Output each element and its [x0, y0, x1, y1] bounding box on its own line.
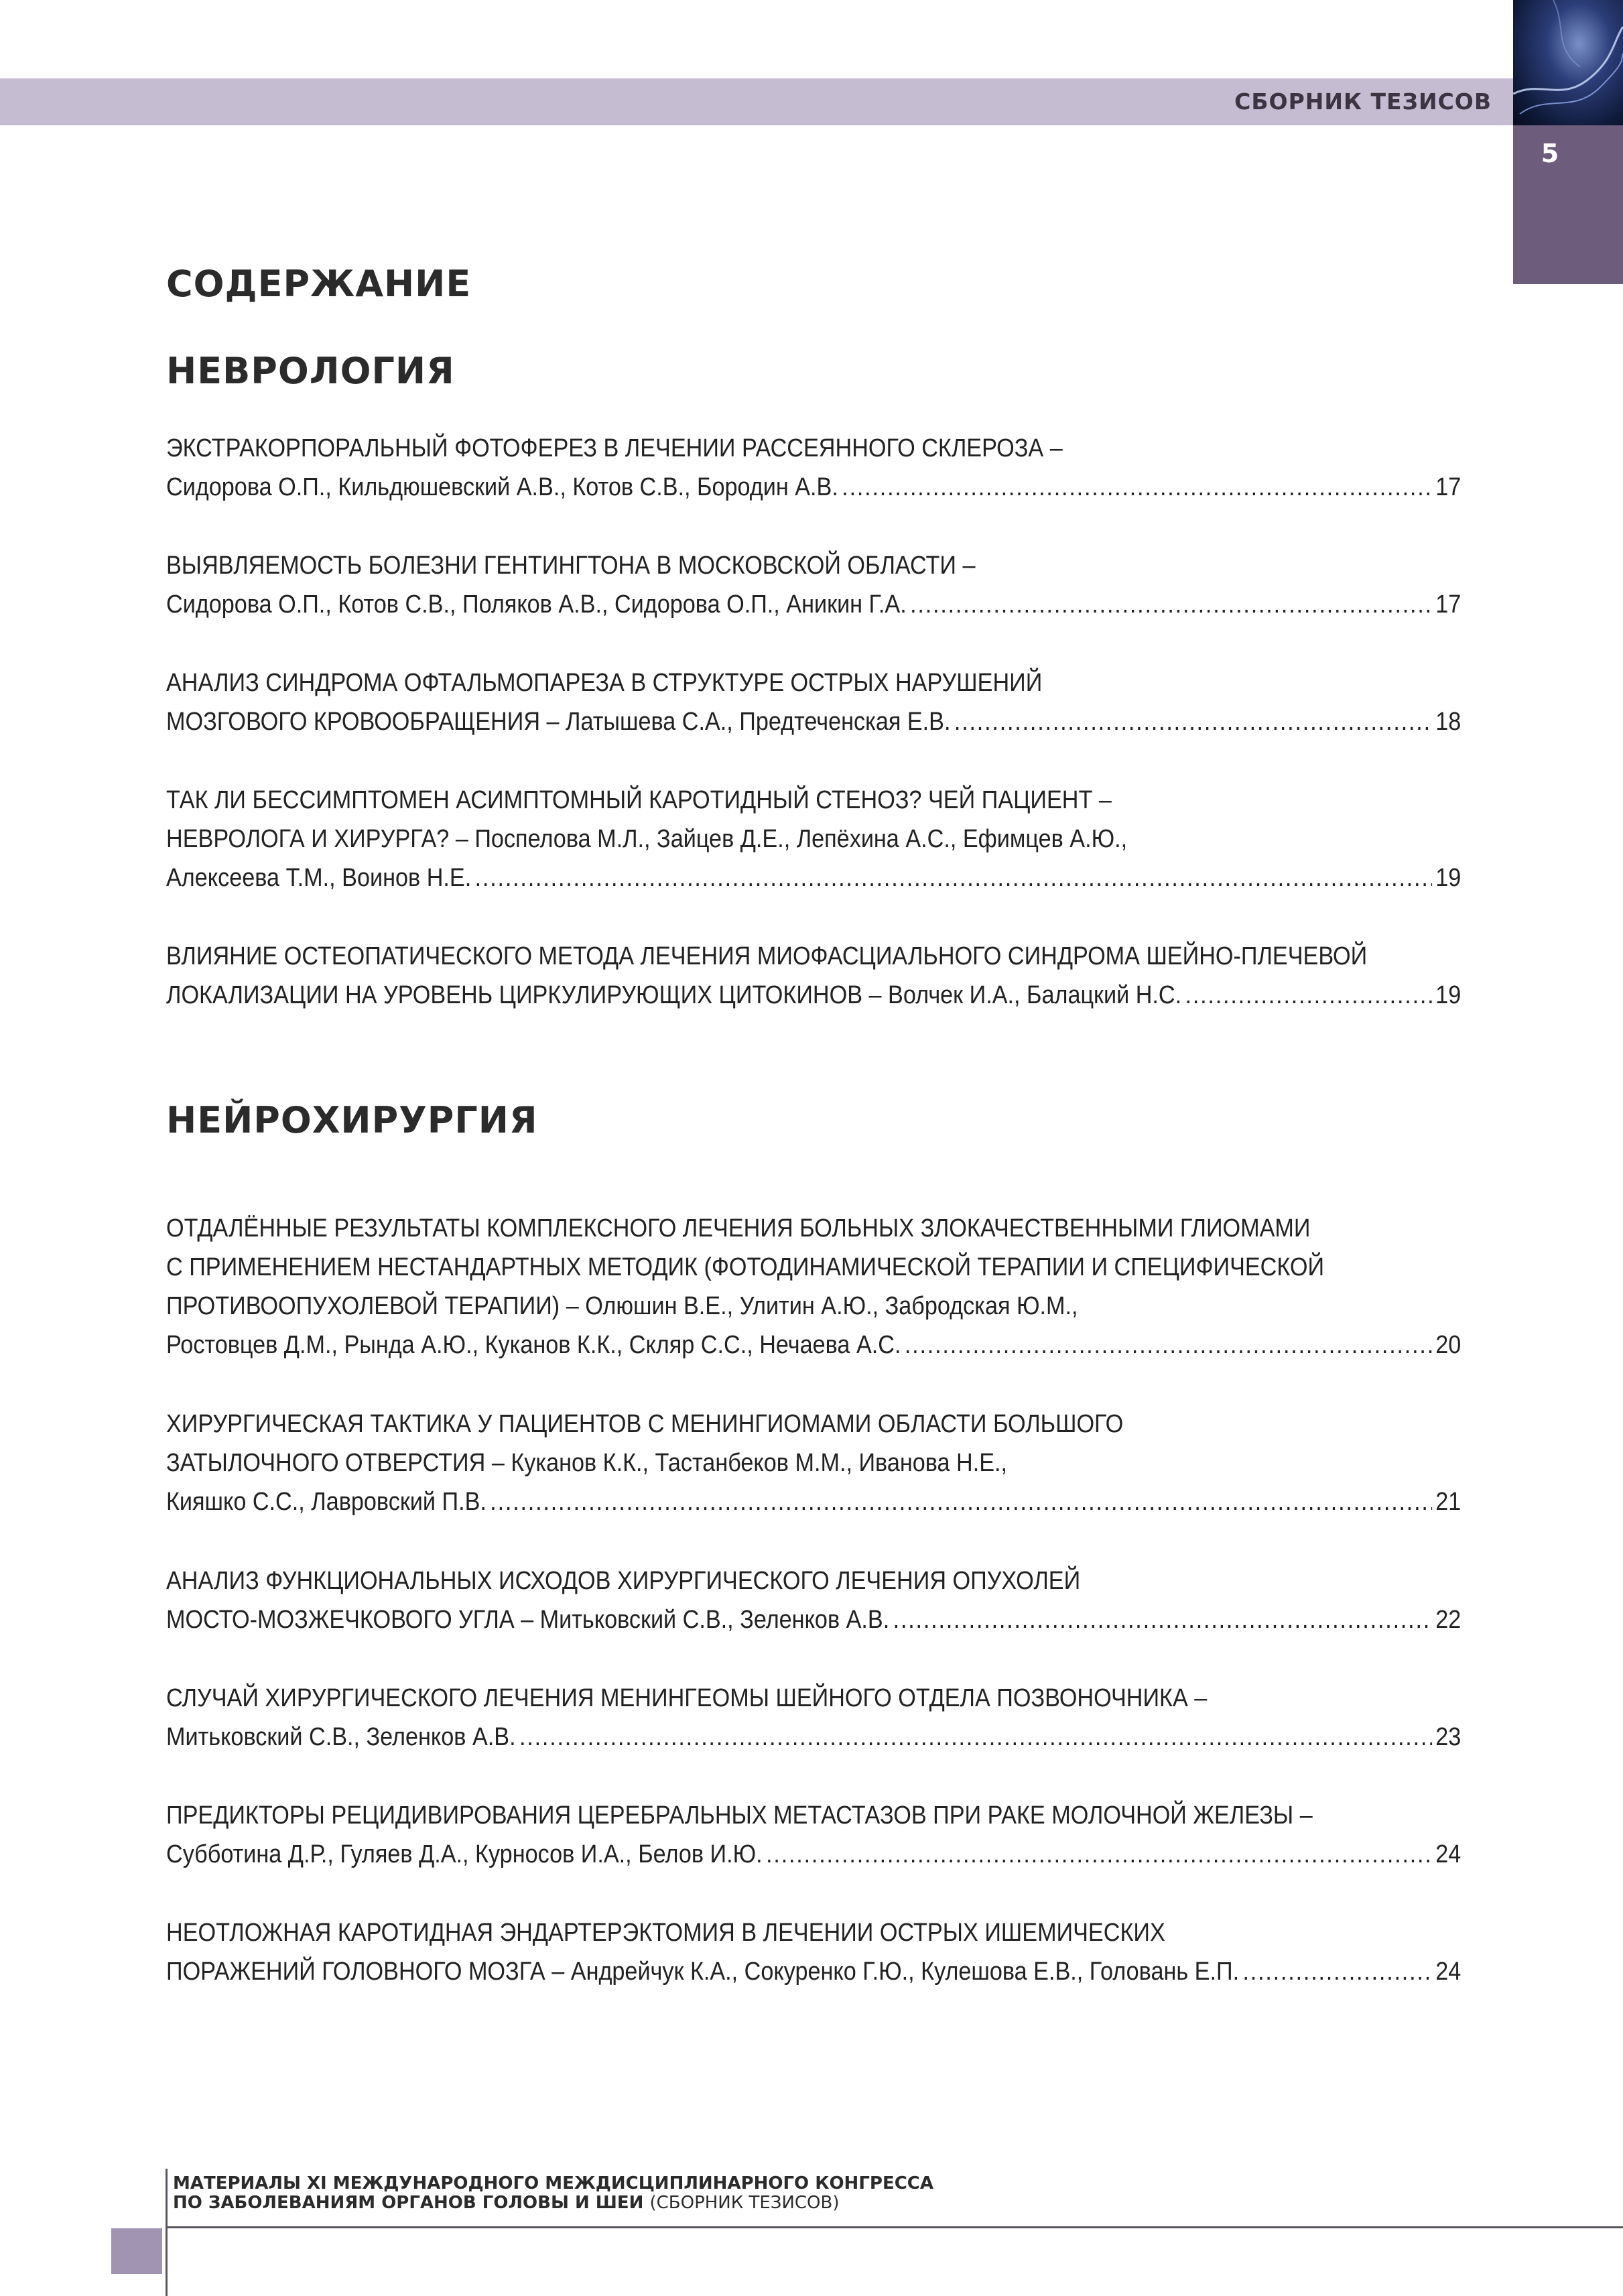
entry-last-line [166, 1952, 1461, 1991]
entry-page-number: 23 [1435, 1723, 1462, 1751]
entry-authors: Сидорова О.П., Котов С.В., Поляков А.В., Сидорова О.П., Аникин Г.А. [166, 590, 907, 619]
toc-entry[interactable] [166, 1209, 1461, 1364]
entry-page-number: 22 [1435, 1606, 1462, 1634]
entry-title-line: ВЛИЯНИЕ ОСТЕОПАТИЧЕСКОГО МЕТОДА ЛЕЧЕНИЯ МИОФАСЦИАЛЬНОГО СИНДРОМА ШЕЙНО-ПЛЕЧЕВОЙ [166, 942, 1368, 970]
contents-title: СОДЕРЖАНИЕ [166, 263, 472, 305]
entry-page-number: 21 [1435, 1488, 1462, 1516]
entry-title-line: АНАЛИЗ СИНДРОМА ОФТАЛЬМОПАРЕЗА В СТРУКТУРЕ ОСТРЫХ НАРУШЕНИЙ [166, 669, 1043, 697]
entry-last-line [166, 1482, 1461, 1521]
toc-entry[interactable] [166, 781, 1461, 897]
footer-accent-square [111, 2228, 162, 2274]
entry-last-line [166, 1835, 1461, 1874]
entry-last-line [166, 858, 1461, 897]
entry-last-line [166, 1718, 1461, 1757]
header-label: СБОРНИК ТЕЗИСОВ [1234, 88, 1492, 115]
footer-caption [173, 2174, 933, 2213]
dot-leader [893, 1600, 1432, 1639]
toc-entry[interactable] [166, 937, 1461, 1015]
dot-leader [905, 1326, 1432, 1364]
entry-page-number: 17 [1435, 590, 1462, 619]
entry-authors: МОЗГОВОГО КРОВООБРАЩЕНИЯ – Латышева С.А., Предтеченская Е.В. [166, 708, 951, 736]
footer-divider-vertical [166, 2169, 168, 2296]
page-number: 5 [1541, 139, 1559, 168]
toc-entry[interactable] [166, 663, 1461, 741]
entry-page-number: 18 [1435, 708, 1462, 736]
entry-title-line: НЕОТЛОЖНАЯ КАРОТИДНАЯ ЭНДАРТЕРЭКТОМИЯ В ЛЕЧЕНИИ ОСТРЫХ ИШЕМИЧЕСКИХ [166, 1919, 1165, 1947]
entry-title-line: ПРЕДИКТОРЫ РЕЦИДИВИРОВАНИЯ ЦЕРЕБРАЛЬНЫХ МЕТАСТАЗОВ ПРИ РАКЕ МОЛОЧНОЙ ЖЕЛЕЗЫ – [166, 1801, 1313, 1830]
dot-leader [766, 1835, 1432, 1874]
cover-image [1513, 0, 1623, 125]
toc-entry[interactable] [166, 1796, 1461, 1874]
entry-title-line: ОТДАЛЁННЫЕ РЕЗУЛЬТАТЫ КОМПЛЕКСНОГО ЛЕЧЕНИЯ БОЛЬНЫХ ЗЛОКАЧЕСТВЕННЫМИ ГЛИОМАМИ [166, 1214, 1311, 1242]
entry-authors: Субботина Д.Р., Гуляев Д.А., Курносов И.А., Белов И.Ю. [166, 1840, 763, 1868]
toc-entry[interactable] [166, 429, 1461, 507]
dot-leader [910, 585, 1432, 624]
entry-last-line [166, 585, 1461, 624]
toc-entry[interactable] [166, 1679, 1461, 1757]
entry-last-line [166, 1326, 1461, 1364]
entry-authors: Сидорова О.П., Кильдюшевский А.В., Котов С.В., Бородин А.В. [166, 473, 838, 501]
dot-leader [1185, 976, 1432, 1015]
section-title-neurology: НЕВРОЛОГИЯ [166, 350, 455, 392]
entry-title-line: СЛУЧАЙ ХИРУРГИЧЕСКОГО ЛЕЧЕНИЯ МЕНИНГЕОМЫ ШЕЙНОГО ОТДЕЛА ПОЗВОНОЧНИКА – [166, 1684, 1208, 1712]
entry-authors: ЛОКАЛИЗАЦИИ НА УРОВЕНЬ ЦИРКУЛИРУЮЩИХ ЦИТОКИНОВ – Волчек И.А., Балацкий Н.С. [166, 981, 1182, 1009]
toc-entry[interactable] [166, 1405, 1461, 1521]
entry-title-line: НЕВРОЛОГА И ХИРУРГА? – Поспелова М.Л., Зайцев Д.Е., Лепёхина А.С., Ефимцев А.Ю., [166, 825, 1128, 853]
dot-leader [475, 858, 1432, 897]
entry-page-number: 17 [1435, 473, 1462, 501]
entry-title-line: ВЫЯВЛЯЕМОСТЬ БОЛЕЗНИ ГЕНТИНГТОНА В МОСКОВСКОЙ ОБЛАСТИ – [166, 552, 976, 580]
entry-authors: МОСТО-МОЗЖЕЧКОВОГО УГЛА – Митьковский С.В., Зеленков А.В. [166, 1606, 890, 1634]
dot-leader [519, 1718, 1432, 1757]
entry-title-line: АНАЛИЗ ФУНКЦИОНАЛЬНЫХ ИСХОДОВ ХИРУРГИЧЕСКОГО ЛЕЧЕНИЯ ОПУХОЛЕЙ [166, 1567, 1081, 1595]
footer-divider [166, 2226, 1623, 2228]
entry-title-line: С ПРИМЕНЕНИЕМ НЕСТАНДАРТНЫХ МЕТОДИК (ФОТОДИНАМИЧЕСКОЙ ТЕРАПИИ И СПЕЦИФИЧЕСКОЙ [166, 1253, 1325, 1281]
entry-page-number: 19 [1435, 981, 1462, 1009]
dot-leader [490, 1482, 1432, 1521]
entry-title-line: ЗАТЫЛОЧНОГО ОТВЕРСТИЯ – Куканов К.К., Тастанбеков М.М., Иванова Н.Е., [166, 1449, 1008, 1477]
entry-title-line: ХИРУРГИЧЕСКАЯ ТАКТИКА У ПАЦИЕНТОВ С МЕНИНГИОМАМИ ОБЛАСТИ БОЛЬШОГО [166, 1410, 1124, 1438]
entry-last-line [166, 976, 1461, 1015]
toc-entry[interactable] [166, 1913, 1461, 1991]
dot-leader [842, 468, 1432, 507]
entry-authors: ПОРАЖЕНИЙ ГОЛОВНОГО МОЗГА – Андрейчук К.А., Сокуренко Г.Ю., Кулешова Е.В., Головань Е.П. [166, 1958, 1240, 1986]
entry-last-line [166, 468, 1461, 507]
entry-authors: Кияшко С.С., Лавровский П.В. [166, 1488, 486, 1516]
entry-title-line: ПРОТИВООПУХОЛЕВОЙ ТЕРАПИИ) – Олюшин В.Е., Улитин А.Ю., Забродская Ю.М., [166, 1292, 1078, 1320]
entry-authors: Ростовцев Д.М., Рында А.Ю., Куканов К.К., Скляр С.С., Нечаева А.С. [166, 1331, 901, 1359]
footer-line-1: МАТЕРИАЛЫ XI МЕЖДУНАРОДНОГО МЕЖДИСЦИПЛИНАРНОГО КОНГРЕССА [173, 2173, 933, 2193]
footer-line-2: ПО ЗАБОЛЕВАНИЯМ ОРГАНОВ ГОЛОВЫ И ШЕИ [173, 2193, 644, 2213]
toc-entry[interactable] [166, 546, 1461, 624]
entry-last-line [166, 702, 1461, 741]
entry-authors: Алексеева Т.М., Воинов Н.Е. [166, 864, 472, 892]
entry-page-number: 24 [1435, 1958, 1462, 1986]
entry-title-line: ЭКСТРАКОРПОРАЛЬНЫЙ ФОТОФЕРЕЗ В ЛЕЧЕНИИ РАССЕЯННОГО СКЛЕРОЗА – [166, 434, 1063, 462]
toc-entry[interactable] [166, 1561, 1461, 1639]
footer-line-2-suffix: (СБОРНИК ТЕЗИСОВ) [649, 2193, 840, 2213]
entry-authors: Митьковский С.В., Зеленков А.В. [166, 1723, 516, 1751]
entry-last-line [166, 1600, 1461, 1639]
entry-page-number: 20 [1435, 1331, 1462, 1359]
dot-leader [1242, 1952, 1431, 1991]
section-title-neurosurgery: НЕЙРОХИРУРГИЯ [166, 1099, 538, 1141]
entry-page-number: 24 [1435, 1840, 1462, 1868]
dot-leader [954, 702, 1432, 741]
entry-page-number: 19 [1435, 864, 1462, 892]
entry-title-line: ТАК ЛИ БЕССИМПТОМЕН АСИМПТОМНЫЙ КАРОТИДНЫЙ СТЕНОЗ? ЧЕЙ ПАЦИЕНТ – [166, 786, 1112, 814]
page-tab [1513, 125, 1623, 284]
